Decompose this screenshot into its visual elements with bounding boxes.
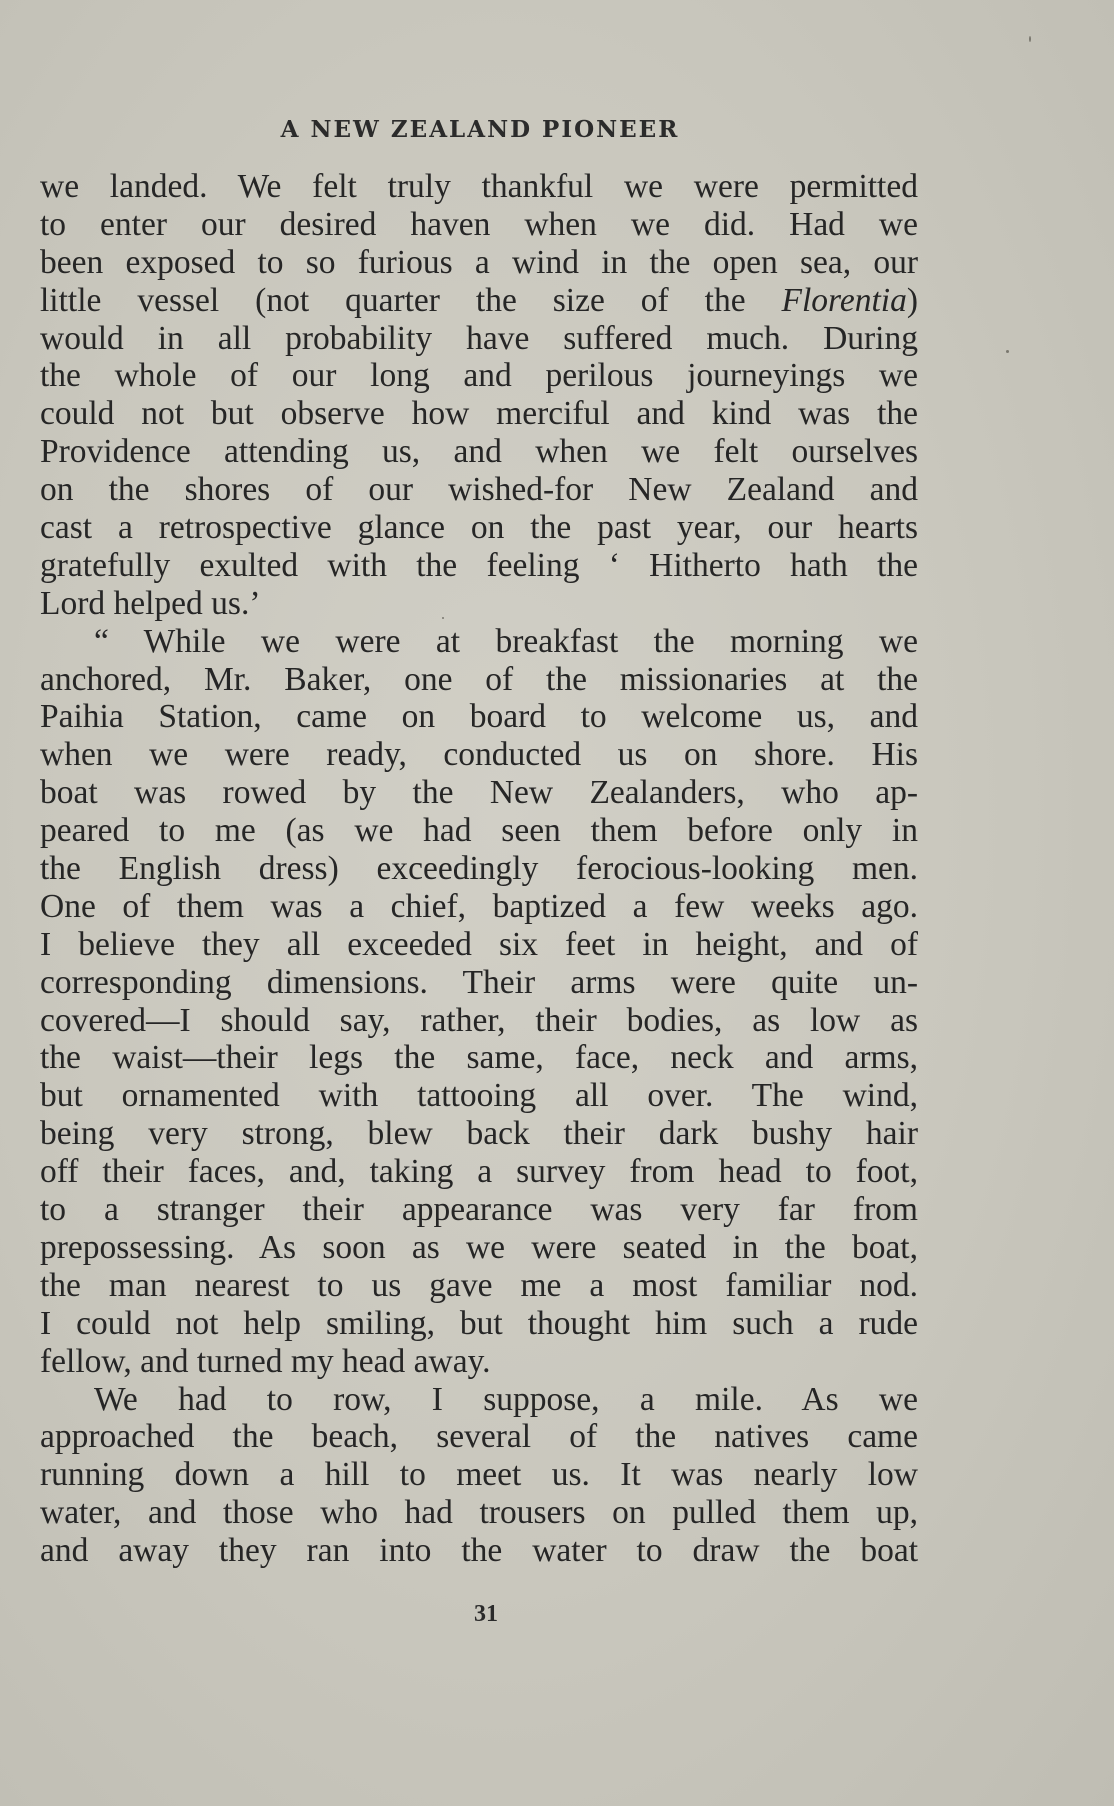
ship-name: Florentia: [781, 281, 907, 319]
text-line: prepossessing. As soon as we were seated in the boat,: [40, 1228, 918, 1266]
text-line: I could not help smiling, but thought him such a rude: [40, 1304, 918, 1342]
text-line: approached the beach, several of the natives came: [40, 1418, 918, 1456]
text-line: the man nearest to us gave me a most familiar nod.: [40, 1266, 918, 1304]
text-line: I believe they all exceeded six feet in height, and of: [40, 925, 918, 963]
text-line: “ While we were at breakfast the morning we: [94, 622, 918, 660]
text-line: running down a hill to meet us. It was nearly low: [40, 1456, 918, 1494]
text-line: peared to me (as we had seen them before only in: [40, 812, 918, 850]
text-line: water, and those who had trousers on pulled them up,: [40, 1494, 918, 1532]
page-number: 31: [474, 1601, 498, 1627]
text-line: on the shores of our wished-for New Zealand and: [40, 471, 918, 509]
text-line: but ornamented with tattooing all over. The wind,: [40, 1077, 918, 1115]
text-line: and away they ran into the water to draw the boat: [40, 1532, 918, 1570]
text-line: to enter our desired haven when we did. Had we: [40, 205, 918, 243]
text-line: we landed. We felt truly thankful we were permitted: [40, 168, 918, 205]
text-line: [40, 282, 918, 320]
text-fragment: little vessel (not quarter the size of the: [40, 281, 782, 319]
text-line: the English dress) exceedingly ferocious-looking men.: [40, 850, 918, 888]
text-line: the whole of our long and perilous journeyings we: [40, 357, 918, 395]
text-line: off their faces, and, taking a survey from head to foot,: [40, 1153, 918, 1191]
text-line: covered—I should say, rather, their bodies, as low as: [40, 1001, 918, 1039]
text-line: the waist—their legs the same, face, neck and arms,: [40, 1039, 918, 1077]
text-line: We had to row, I suppose, a mile. As we: [94, 1380, 918, 1418]
text-line: would in all probability have suffered much. During: [40, 319, 918, 357]
text-line: Paihia Station, came on board to welcome us, and: [40, 698, 918, 736]
text-line: anchored, Mr. Baker, one of the missionaries at the: [40, 660, 918, 698]
text-line: could not but observe how merciful and kind was the: [40, 395, 918, 433]
paper-speck: [442, 617, 444, 619]
text-line: Providence attending us, and when we felt ourselves: [40, 433, 918, 471]
running-head: A NEW ZEALAND PIONEER: [280, 116, 680, 143]
text-line: been exposed to so furious a wind in the open sea, our: [40, 243, 918, 281]
paper-speck: [1006, 350, 1009, 353]
text-line: being very strong, blew back their dark bushy hair: [40, 1115, 918, 1153]
text-line: gratefully exulted with the feeling ‘ Hitherto hath the: [40, 546, 918, 584]
text-line: One of them was a chief, baptized a few weeks ago.: [40, 887, 918, 925]
text-line: cast a retrospective glance on the past year, our hearts: [40, 509, 918, 547]
text-line: to a stranger their appearance was very far from: [40, 1191, 918, 1229]
paper-speck: [1029, 36, 1031, 42]
text-fragment: ): [906, 281, 918, 319]
text-line: when we were ready, conducted us on shore. His: [40, 736, 918, 774]
text-line: boat was rowed by the New Zealanders, who ap-: [40, 774, 918, 812]
text-line: Lord helped us.’: [40, 584, 261, 622]
body-text: [40, 168, 918, 1570]
text-line: corresponding dimensions. Their arms were quite un-: [40, 963, 918, 1001]
text-line: fellow, and turned my head away.: [40, 1342, 491, 1380]
